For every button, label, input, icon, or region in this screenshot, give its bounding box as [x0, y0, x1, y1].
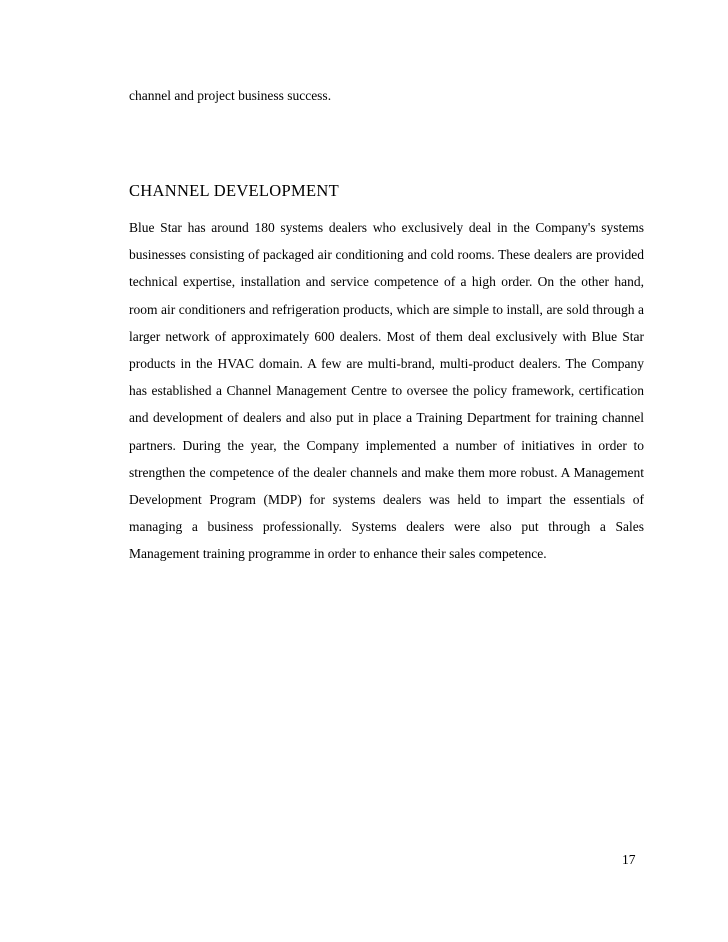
- page-number: 17: [622, 852, 636, 867]
- continuation-text: channel and project business success.: [129, 88, 332, 103]
- section-paragraph: Blue Star has around 180 systems dealers who exclusively deal in the Company's systems businesses consisting of packaged air conditioning and cold rooms. These dealers are provided technical expertise, installation and service competence of a high order. On the other hand, room air conditioners and refrigeration products, which are simple to install, are sold through a larger network of approximately 600 dealers. Most of them deal exclusively with Blue Star products in the HVAC domain. A few are multi-brand, multi-product dealers. The Company has established a Channel Management Centre to oversee the policy framework, certification and development of dealers and also put in place a Training Department for training channel partners. During the year, the Company implemented a number of initiatives in order to strengthen the competence of the dealer channels and make them more robust. A Management Development Program (MDP) for systems dealers was held to impart the essentials of managing a business professionally. Systems dealers were also put through a Sales Management training programme in order to enhance their sales competence.: [129, 220, 644, 562]
- section-heading: CHANNEL DEVELOPMENT: [129, 181, 339, 200]
